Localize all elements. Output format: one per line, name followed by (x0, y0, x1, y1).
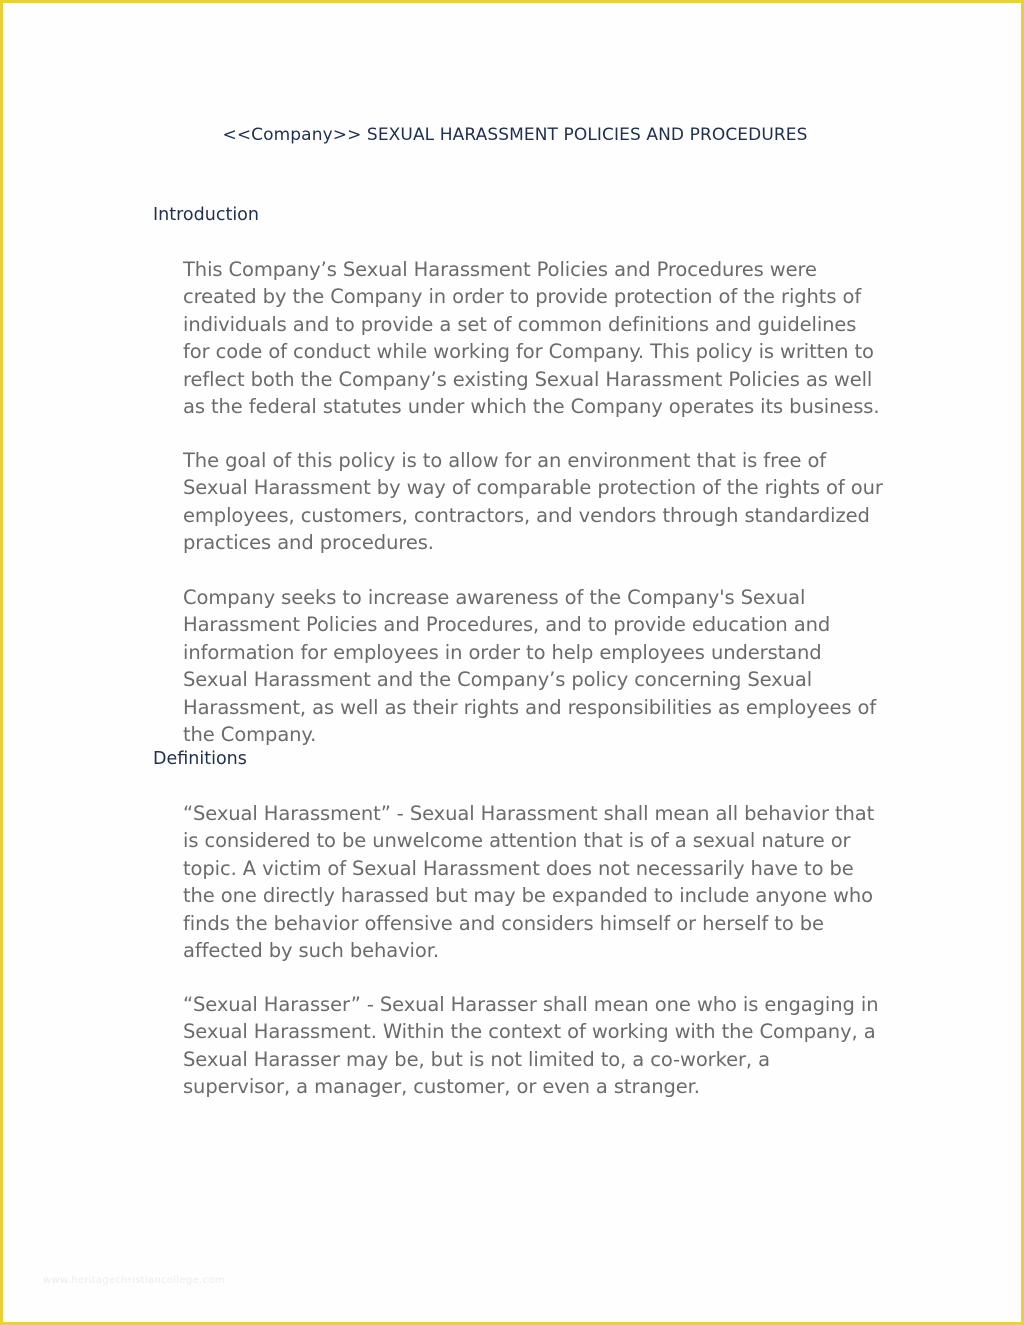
watermark: www.heritagechristiancollege.com (43, 1275, 225, 1286)
definition-sexual-harasser: “Sexual Harasser” - Sexual Harasser shall mean one who is engaging in Sexual Harassment. Within the context of working with the Company, a Sexual Harasser may be, but is not limited to, a co-worker, a supervisor, a manager, customer, or even a stranger. (183, 993, 879, 1099)
intro-paragraph-3: Company seeks to increase awareness of the Company's Sexual Harassment Policies and Procedures, and to provide education and information for employees in order to help employees understand Sexual Harassment and the Company’s policy concerning Sexual Harassment, as well as their rights and responsibilities as employees of the Company. (183, 586, 877, 747)
intro-paragraph-1: This Company’s Sexual Harassment Policies and Procedures were created by the Company in order to provide protection of the rights of individuals and to provide a set of common definitions and guidelines for code of conduct while working for Company. This policy is written to reflect both the Company’s existing Sexual Harassment Policies as well as the federal statutes under which the Company operates its business. (183, 258, 880, 419)
definition-sexual-harassment: “Sexual Harassment” - Sexual Harassment shall mean all behavior that is considered to be unwelcome attention that is of a sexual nature or topic. A victim of Sexual Harassment does not necessarily have to be the one directly harassed but may be expanded to include anyone who finds the behavior offensive and considers himself or herself to be affected by such behavior. (183, 802, 875, 963)
section-heading-introduction: Introduction (153, 205, 259, 225)
intro-paragraph-2: The goal of this policy is to allow for an environment that is free of Sexual Harassment by way of comparable protection of the rights of our employees, customers, contractors, and vendors through standardized practices and procedures. (183, 449, 883, 555)
section-heading-definitions: Definitions (153, 749, 247, 769)
document-title: <<Company>> SEXUAL HARASSMENT POLICIES AND PROCEDURES (222, 125, 808, 145)
